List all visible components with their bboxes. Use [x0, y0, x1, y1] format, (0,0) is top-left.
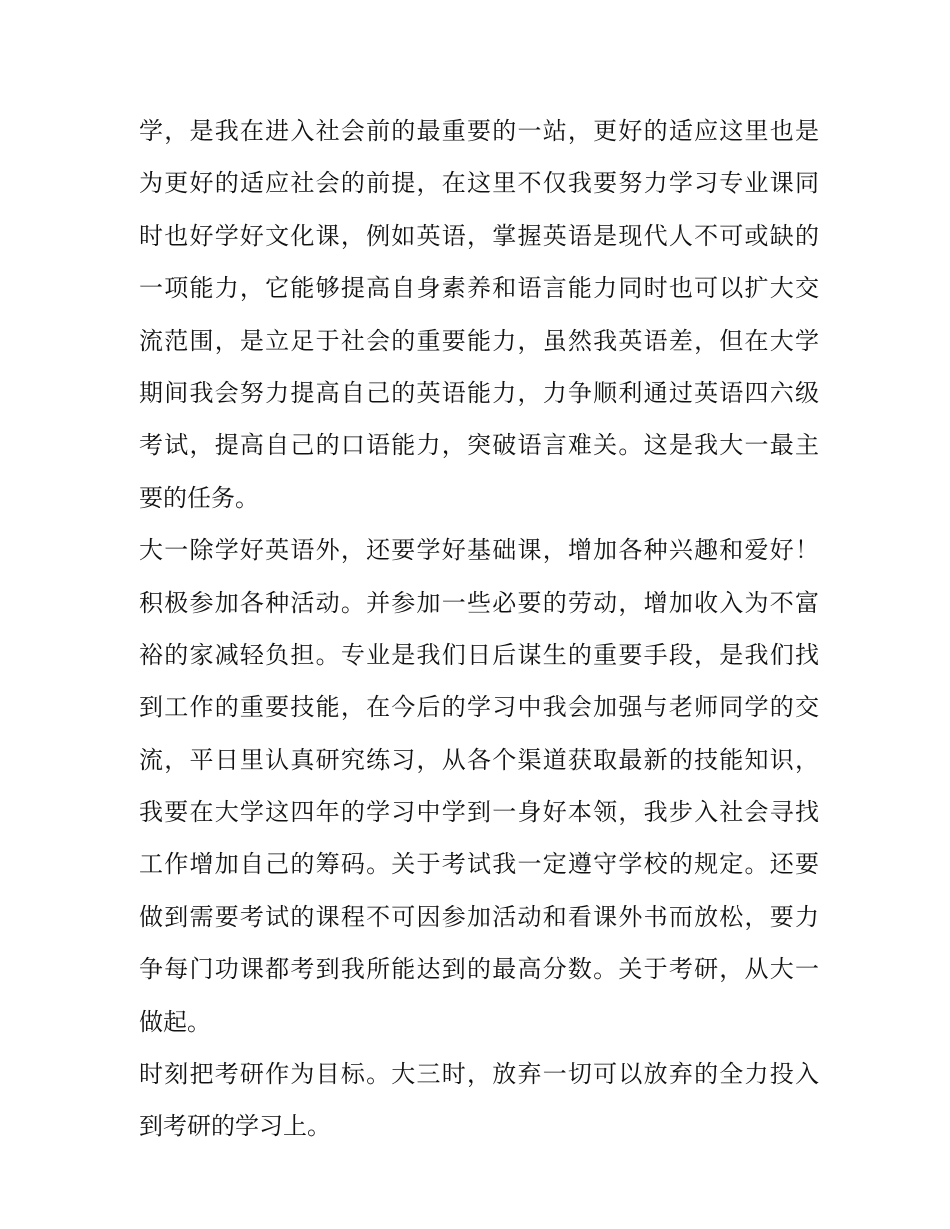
paragraph-end-line: 要的任务。: [139, 483, 259, 512]
text-line: 工作增加自己的筹码。关于考试我一定遵守学校的规定。还要: [139, 850, 819, 879]
text-line: 争每门功课都考到我所能达到的最高分数。关于考研，从大一: [139, 955, 819, 984]
text-line: 为更好的适应社会的前提，在这里不仅我要努力学习专业课同: [139, 169, 819, 198]
text-line: 流，平日里认真研究练习，从各个渠道获取最新的技能知识，: [139, 745, 819, 774]
text-line: 时刻把考研作为目标。大三时，放弃一切可以放弃的全力投入: [139, 1060, 819, 1089]
text-line: 做到需要考试的课程不可因参加活动和看课外书而放松，要力: [139, 902, 819, 931]
text-line: 积极参加各种活动。并参加一些必要的劳动，增加收入为不富: [139, 588, 819, 617]
text-line: 裕的家减轻负担。专业是我们日后谋生的重要手段，是我们找: [139, 640, 819, 669]
text-line: 大一除学好英语外，还要学好基础课，增加各种兴趣和爱好！: [139, 536, 819, 565]
text-line: 考试，提高自己的口语能力，突破语言难关。这是我大一最主: [139, 431, 819, 460]
text-line: 期间我会努力提高自己的英语能力，力争顺利通过英语四六级: [139, 378, 819, 407]
text-line: 时也好学好文化课，例如英语，掌握英语是现代人不可或缺的: [139, 221, 819, 250]
body-text: [139, 105, 819, 1153]
text-line: 到工作的重要技能，在今后的学习中我会加强与老师同学的交: [139, 693, 819, 722]
text-line: 一项能力，它能够提高自身素养和语言能力同时也可以扩大交: [139, 274, 819, 303]
text-line: 我要在大学这四年的学习中学到一身好本领，我步入社会寻找: [139, 798, 819, 827]
text-line: 学，是我在进入社会前的最重要的一站，更好的适应这里也是: [139, 117, 819, 145]
paragraph-end-line: 到考研的学习上。: [139, 1112, 331, 1141]
paragraph-end-line: 做起。: [139, 1007, 211, 1036]
text-line: 流范围，是立足于社会的重要能力，虽然我英语差，但在大学: [139, 326, 819, 355]
